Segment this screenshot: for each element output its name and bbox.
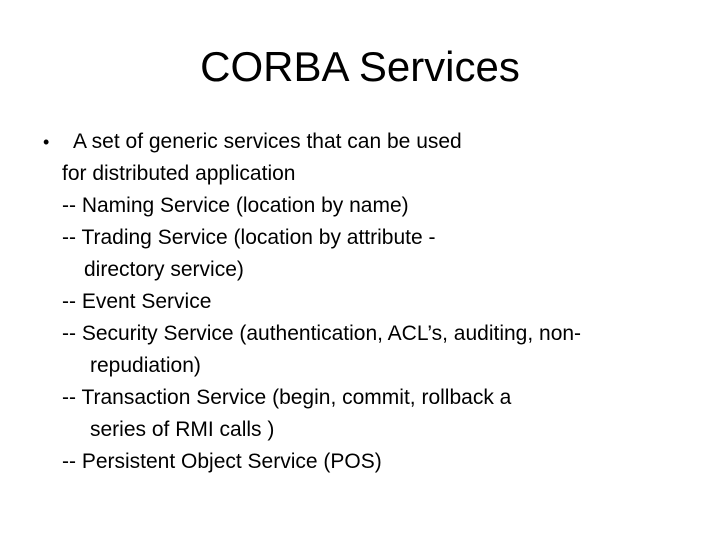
- body-line: directory service): [84, 258, 244, 281]
- body-line: for distributed application: [62, 162, 296, 185]
- body-line: -- Transaction Service (begin, commit, rollback a: [62, 386, 512, 409]
- body-line: -- Security Service (authentication, ACL’s, auditing, non-: [62, 322, 582, 345]
- body-line: repudiation): [90, 354, 201, 377]
- body-line: -- Persistent Object Service (POS): [62, 450, 382, 473]
- body-line: A set of generic services that can be used: [73, 130, 462, 153]
- body-line: -- Trading Service (location by attribute -: [62, 226, 436, 249]
- body-line: -- Naming Service (location by name): [62, 194, 409, 217]
- body-line: -- Event Service: [62, 290, 212, 313]
- body-line: series of RMI calls ): [90, 418, 275, 441]
- bullet-item: [0, 126, 720, 158]
- slide-title: CORBA Services: [200, 43, 520, 90]
- bullet-marker: •: [43, 132, 50, 152]
